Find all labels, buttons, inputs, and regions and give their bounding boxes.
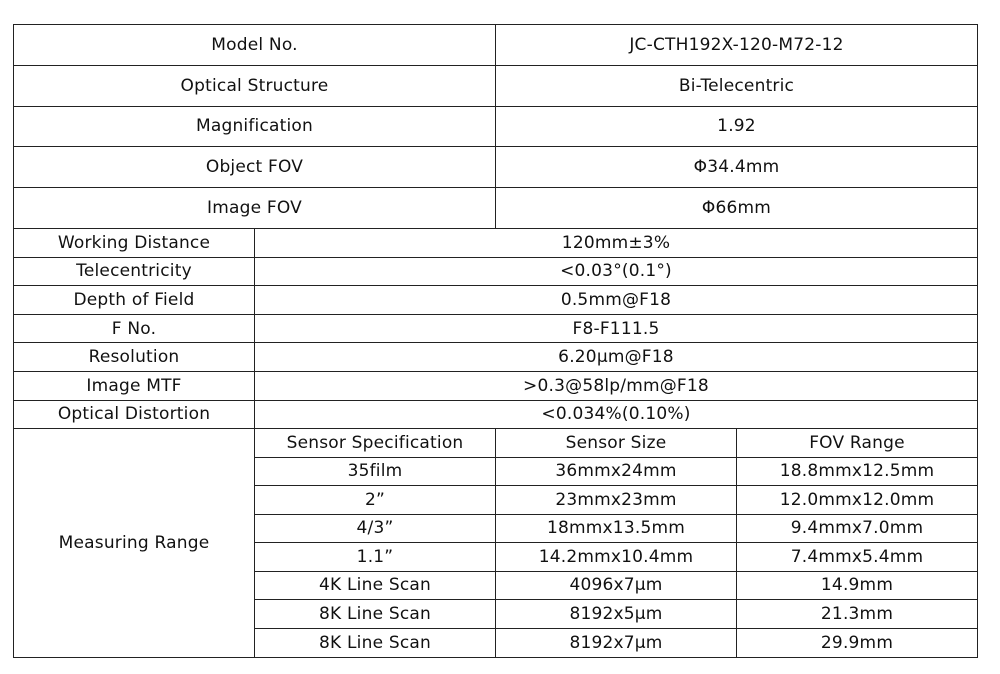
measuring-cell: 9.4mmx7.0mm <box>737 515 977 543</box>
measuring-cell: 36mmx24mm <box>496 458 737 486</box>
measuring-cell: 1.1” <box>255 543 496 571</box>
spec-value: Φ34.4mm <box>496 147 977 188</box>
measuring-cell: 29.9mm <box>820 632 894 653</box>
measuring-cell: 12.0mmx12.0mm <box>737 486 977 514</box>
measuring-cell: 4096x7μm <box>496 572 737 600</box>
spec-label: Image FOV <box>14 188 496 229</box>
measuring-cell: 14.9mm <box>737 572 977 600</box>
spec-label: Model No. <box>14 25 496 66</box>
measuring-cell: 8K Line Scan <box>255 600 496 628</box>
spec-label: Optical Structure <box>14 66 496 107</box>
spec-value: <0.034%(0.10%) <box>255 401 977 430</box>
lens-spec-table <box>13 24 978 658</box>
spec-value: 6.20μm@F18 <box>255 343 977 372</box>
measuring-cell: 8K Line Scan <box>255 629 496 657</box>
spec-label: Image MTF <box>14 372 255 401</box>
spec-label: Resolution <box>14 343 255 372</box>
measuring-cell: 21.3mm <box>737 600 977 628</box>
spec-label: Depth of Field <box>14 286 255 315</box>
measuring-header: Sensor Specification <box>255 429 496 457</box>
measuring-cell: 18.8mmx12.5mm <box>737 458 977 486</box>
spec-value: <0.03°(0.1°) <box>255 258 977 287</box>
spec-label: Working Distance <box>14 229 255 258</box>
spec-label: Optical Distortion <box>14 401 255 430</box>
spec-value: 1.92 <box>496 107 977 148</box>
spec-value: Bi-Telecentric <box>496 66 977 107</box>
measuring-cell: 4K Line Scan <box>255 572 496 600</box>
measuring-cell: 8192x7μm <box>496 629 737 657</box>
measuring-cell: 18mmx13.5mm <box>496 515 737 543</box>
measuring-header: Sensor Size <box>496 429 737 457</box>
spec-value: JC-CTH192X-120-M72-12 <box>496 25 977 66</box>
measuring-cell: 4/3” <box>255 515 496 543</box>
measuring-cell: 7.4mmx5.4mm <box>737 543 977 571</box>
spec-label: Telecentricity <box>14 258 255 287</box>
measuring-header: FOV Range <box>737 429 977 457</box>
spec-label: Object FOV <box>14 147 496 188</box>
measuring-cell: 35film <box>255 458 496 486</box>
measuring-range-label: Measuring Range <box>14 429 255 657</box>
measuring-cell: 8192x5μm <box>496 600 737 628</box>
spec-label: Magnification <box>14 107 496 148</box>
spec-value: Φ66mm <box>496 188 977 229</box>
spec-label: F No. <box>14 315 255 344</box>
spec-value: F8-F111.5 <box>255 315 977 344</box>
measuring-cell: 14.2mmx10.4mm <box>496 543 737 571</box>
spec-value: >0.3@58lp/mm@F18 <box>255 372 977 401</box>
spec-value: 120mm±3% <box>255 229 977 258</box>
measuring-cell: 2” <box>255 486 496 514</box>
measuring-cell: 23mmx23mm <box>496 486 737 514</box>
spec-value: 0.5mm@F18 <box>255 286 977 315</box>
